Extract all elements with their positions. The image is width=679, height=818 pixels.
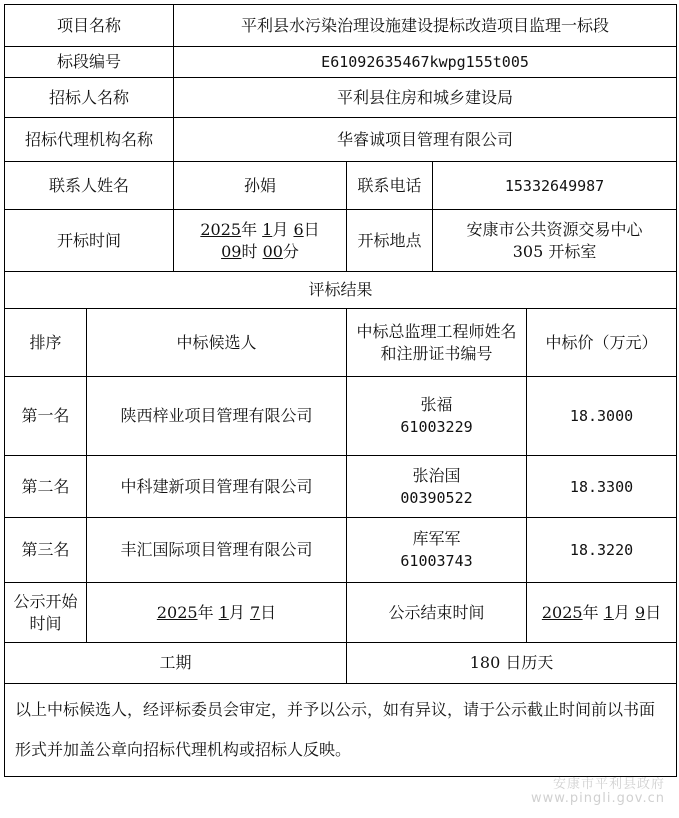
project-name: 平利县水污染治理设施建设提标改造项目监理一标段 — [174, 5, 677, 47]
start-month: 1 — [218, 602, 229, 622]
month-unit: 月 — [228, 602, 245, 622]
contact-phone-label: 联系电话 — [347, 162, 433, 210]
bid-result-document — [4, 4, 677, 777]
day-unit: 日 — [303, 219, 320, 239]
opening-year: 2025 — [200, 219, 242, 239]
publicity-start-label: 公示开始时间 — [5, 583, 87, 643]
candidate-rank: 第三名 — [5, 518, 87, 583]
opening-day: 6 — [293, 219, 304, 239]
project-row — [5, 5, 677, 47]
candidate-price: 18.3220 — [527, 518, 677, 583]
table-row — [5, 518, 677, 583]
contact-phone: 15332649987 — [433, 162, 677, 210]
minute-unit: 分 — [282, 241, 299, 261]
column-candidate: 中标候选人 — [87, 309, 347, 377]
publicity-end-date — [527, 583, 677, 643]
year-unit: 年 — [582, 602, 599, 622]
tenderer-name: 平利县住房和城乡建设局 — [174, 78, 677, 118]
result-title: 评标结果 — [5, 272, 677, 309]
contact-row — [5, 162, 677, 210]
section-label: 标段编号 — [5, 47, 174, 78]
contact-name-label: 联系人姓名 — [5, 162, 174, 210]
start-year: 2025 — [156, 602, 198, 622]
publicity-row — [5, 583, 677, 643]
opening-place — [433, 210, 677, 272]
notice-text: 以上中标候选人，经评标委员会审定，并予以公示，如有异议，请于公示截止时间前以书面形式并加盖公章向招标代理机构或招标人反映。 — [5, 684, 677, 777]
candidate-engineer — [347, 518, 527, 583]
agency-row — [5, 118, 677, 162]
opening-month: 1 — [262, 219, 273, 239]
tenderer-label: 招标人名称 — [5, 78, 174, 118]
duration-row — [5, 643, 677, 684]
engineer-cert: 00390522 — [400, 488, 473, 507]
engineer-name: 库军军 — [412, 529, 461, 548]
engineer-cert: 61003229 — [400, 418, 473, 436]
section-row — [5, 47, 677, 78]
opening-place-line1: 安康市公共资源交易中心 — [466, 219, 643, 239]
month-unit: 月 — [613, 602, 630, 622]
engineer-cert: 61003743 — [400, 552, 473, 570]
candidate-engineer — [347, 456, 527, 518]
end-year: 2025 — [541, 602, 583, 622]
contact-name: 孙娟 — [174, 162, 347, 210]
candidate-company: 丰汇国际项目管理有限公司 — [87, 518, 347, 583]
day-unit: 日 — [645, 602, 662, 622]
notice-row — [5, 684, 677, 777]
publicity-start-date — [87, 583, 347, 643]
publicity-end-label: 公示结束时间 — [347, 583, 527, 643]
agency-label: 招标代理机构名称 — [5, 118, 174, 162]
year-unit: 年 — [197, 602, 214, 622]
month-unit: 月 — [272, 219, 289, 239]
section-number: E61092635467kwpg155t005 — [174, 47, 677, 78]
opening-time-label: 开标时间 — [5, 210, 174, 272]
table-row — [5, 456, 677, 518]
column-price: 中标价（万元） — [527, 309, 677, 377]
opening-hour: 09 — [221, 241, 242, 261]
agency-name: 华睿诚项目管理有限公司 — [174, 118, 677, 162]
tenderer-row — [5, 78, 677, 118]
table-row — [5, 377, 677, 456]
end-month: 1 — [603, 602, 614, 622]
result-header-row — [5, 309, 677, 377]
duration-label: 工期 — [5, 643, 347, 684]
hour-unit: 时 — [241, 241, 258, 261]
opening-minute: 00 — [262, 241, 283, 261]
candidate-company: 陕西梓业项目管理有限公司 — [87, 377, 347, 456]
end-day: 9 — [635, 602, 646, 622]
engineer-name: 张福 — [420, 395, 453, 414]
bid-result-table — [4, 4, 677, 777]
result-title-row — [5, 272, 677, 309]
candidate-rank: 第一名 — [5, 377, 87, 456]
candidate-rank: 第二名 — [5, 456, 87, 518]
duration-value: 180 日历天 — [347, 643, 677, 684]
candidate-company: 中科建新项目管理有限公司 — [87, 456, 347, 518]
opening-row — [5, 210, 677, 272]
year-unit: 年 — [241, 219, 258, 239]
candidate-engineer — [347, 377, 527, 456]
candidate-price: 18.3000 — [527, 377, 677, 456]
column-rank: 排序 — [5, 309, 87, 377]
engineer-name: 张治国 — [412, 465, 461, 485]
day-unit: 日 — [260, 602, 277, 622]
watermark-line2: www.pingli.gov.cn — [531, 791, 665, 806]
project-label: 项目名称 — [5, 5, 174, 47]
start-day: 7 — [249, 602, 261, 622]
opening-place-label: 开标地点 — [347, 210, 433, 272]
opening-time — [174, 210, 347, 272]
column-engineer: 中标总监理工程师姓名和注册证书编号 — [347, 309, 527, 377]
candidate-price: 18.3300 — [527, 456, 677, 518]
opening-place-line2: 305 开标室 — [512, 241, 597, 261]
watermark-line1: 安康市平利县政府 — [552, 777, 665, 792]
